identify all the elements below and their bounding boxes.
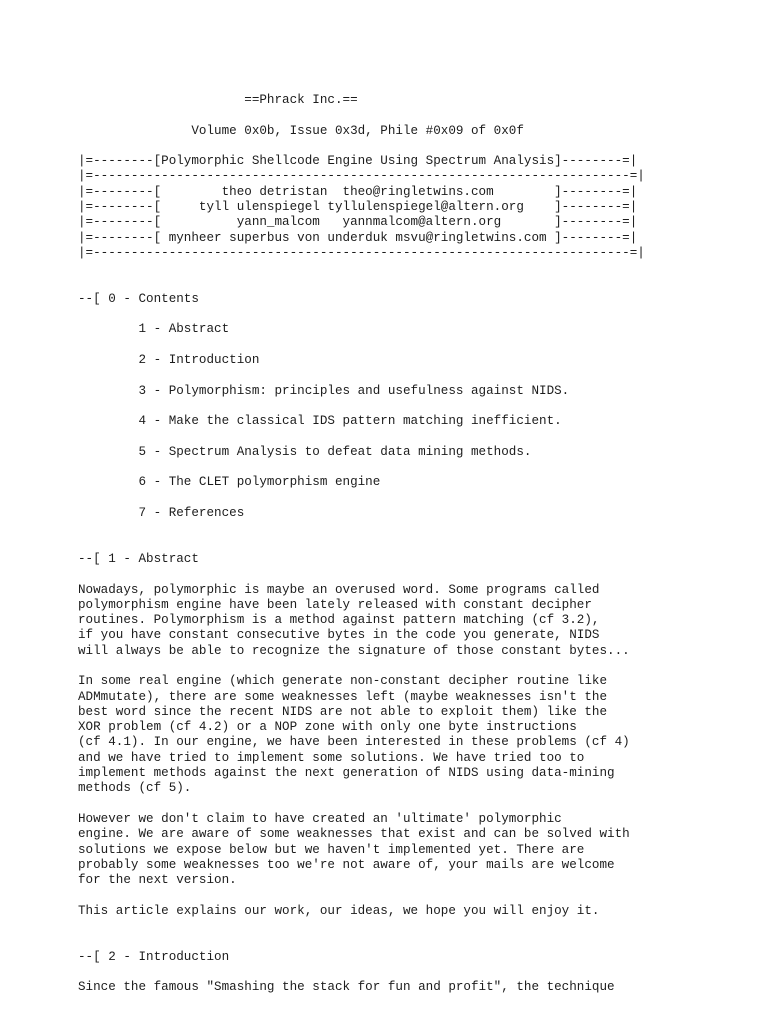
paragraph-line: In some real engine (which generate non-constant decipher routine like (78, 674, 608, 689)
paragraph-line: Nowadays, polymorphic is maybe an overused word. Some programs called (78, 582, 600, 597)
paragraph-line: engine. We are aware of some weaknesses that exist and can be solved with (78, 827, 630, 842)
article-header-line: |=-----------------------------------------------------------------------=| (78, 245, 645, 260)
paragraph-line: routines. Polymorphism is a method against pattern matching (cf 3.2), (78, 613, 600, 628)
paragraph-line: Since the famous "Smashing the stack for fun and profit", the technique (78, 980, 615, 995)
contents-item: 4 - Make the classical IDS pattern matching inefficient. (78, 414, 562, 429)
blank-line (78, 460, 758, 475)
contents-item: 5 - Spectrum Analysis to defeat data mining methods. (78, 444, 532, 459)
paragraph-line: probably some weaknesses too we're not aware of, your mails are welcome (78, 857, 615, 872)
contents-item: 7 - References (78, 506, 245, 521)
contents-item: 1 - Abstract (78, 322, 230, 337)
blank-line (78, 659, 758, 674)
paragraph-line: This article explains our work, our ideas, we hope you will enjoy it. (78, 903, 600, 918)
paragraph-line: implement methods against the next generation of NIDS using data-mining (78, 766, 615, 781)
blank-line (78, 338, 758, 353)
blank-line (78, 399, 758, 414)
article-header-line: |=--------[ tyll ulenspiegel tyllulenspiegel@altern.org ]--------=| (78, 200, 638, 215)
paragraph-line: will always be able to recognize the signature of those constant bytes... (78, 643, 630, 658)
paragraph-line: solutions we expose below but we haven't implemented yet. There are (78, 842, 585, 857)
contents-item: 6 - The CLET polymorphism engine (78, 475, 381, 490)
paragraph-line: ADMmutate), there are some weaknesses left (maybe weaknesses isn't the (78, 689, 608, 704)
paragraph-line: and we have tried to implement some solutions. We have tried too to (78, 750, 585, 765)
paragraph-line: if you have constant consecutive bytes in the code you generate, NIDS (78, 628, 600, 643)
blank-line (78, 430, 758, 445)
paragraph-line: for the next version. (78, 873, 237, 888)
blank-line (78, 277, 758, 292)
blank-line (78, 261, 758, 276)
contents-item: 2 - Introduction (78, 353, 260, 368)
issue-info: Volume 0x0b, Issue 0x3d, Phile #0x09 of 0x0f (78, 123, 524, 138)
paragraph-line: However we don't claim to have created an 'ultimate' polymorphic (78, 811, 562, 826)
article-header-line: |=--------[ yann_malcom yannmalcom@altern.org ]--------=| (78, 215, 638, 230)
document-text (78, 93, 758, 996)
blank-line (78, 567, 758, 582)
article-header-line: |=-----------------------------------------------------------------------=| (78, 169, 645, 184)
contents-item: 3 - Polymorphism: principles and usefulness against NIDS. (78, 383, 570, 398)
blank-line (78, 139, 758, 154)
blank-line (78, 965, 758, 980)
blank-line (78, 491, 758, 506)
blank-line (78, 797, 758, 812)
blank-line (78, 888, 758, 903)
blank-line (78, 919, 758, 934)
paragraph-line: (cf 4.1). In our engine, we have been interested in these problems (cf 4) (78, 735, 630, 750)
blank-line (78, 368, 758, 383)
paragraph-line: best word since the recent NIDS are not able to exploit them) like the (78, 704, 608, 719)
blank-line (78, 934, 758, 949)
paragraph-line: methods (cf 5). (78, 781, 192, 796)
article-header-line: |=--------[ mynheer superbus von underduk msvu@ringletwins.com ]--------=| (78, 230, 638, 245)
article-header-line: |=--------[Polymorphic Shellcode Engine Using Spectrum Analysis]--------=| (78, 154, 638, 169)
section-heading: --[ 0 - Contents (78, 291, 199, 306)
blank-line (78, 108, 758, 123)
paragraph-line: XOR problem (cf 4.2) or a NOP zone with only one byte instructions (78, 720, 577, 735)
blank-line (78, 537, 758, 552)
article-header-line: |=--------[ theo detristan theo@ringletwins.com ]--------=| (78, 184, 638, 199)
paragraph-line: polymorphism engine have been lately released with constant decipher (78, 597, 592, 612)
blank-line (78, 521, 758, 536)
section-heading: --[ 2 - Introduction (78, 949, 230, 964)
blank-line (78, 307, 758, 322)
zine-title: ==Phrack Inc.== (78, 93, 358, 107)
section-heading: --[ 1 - Abstract (78, 551, 199, 566)
